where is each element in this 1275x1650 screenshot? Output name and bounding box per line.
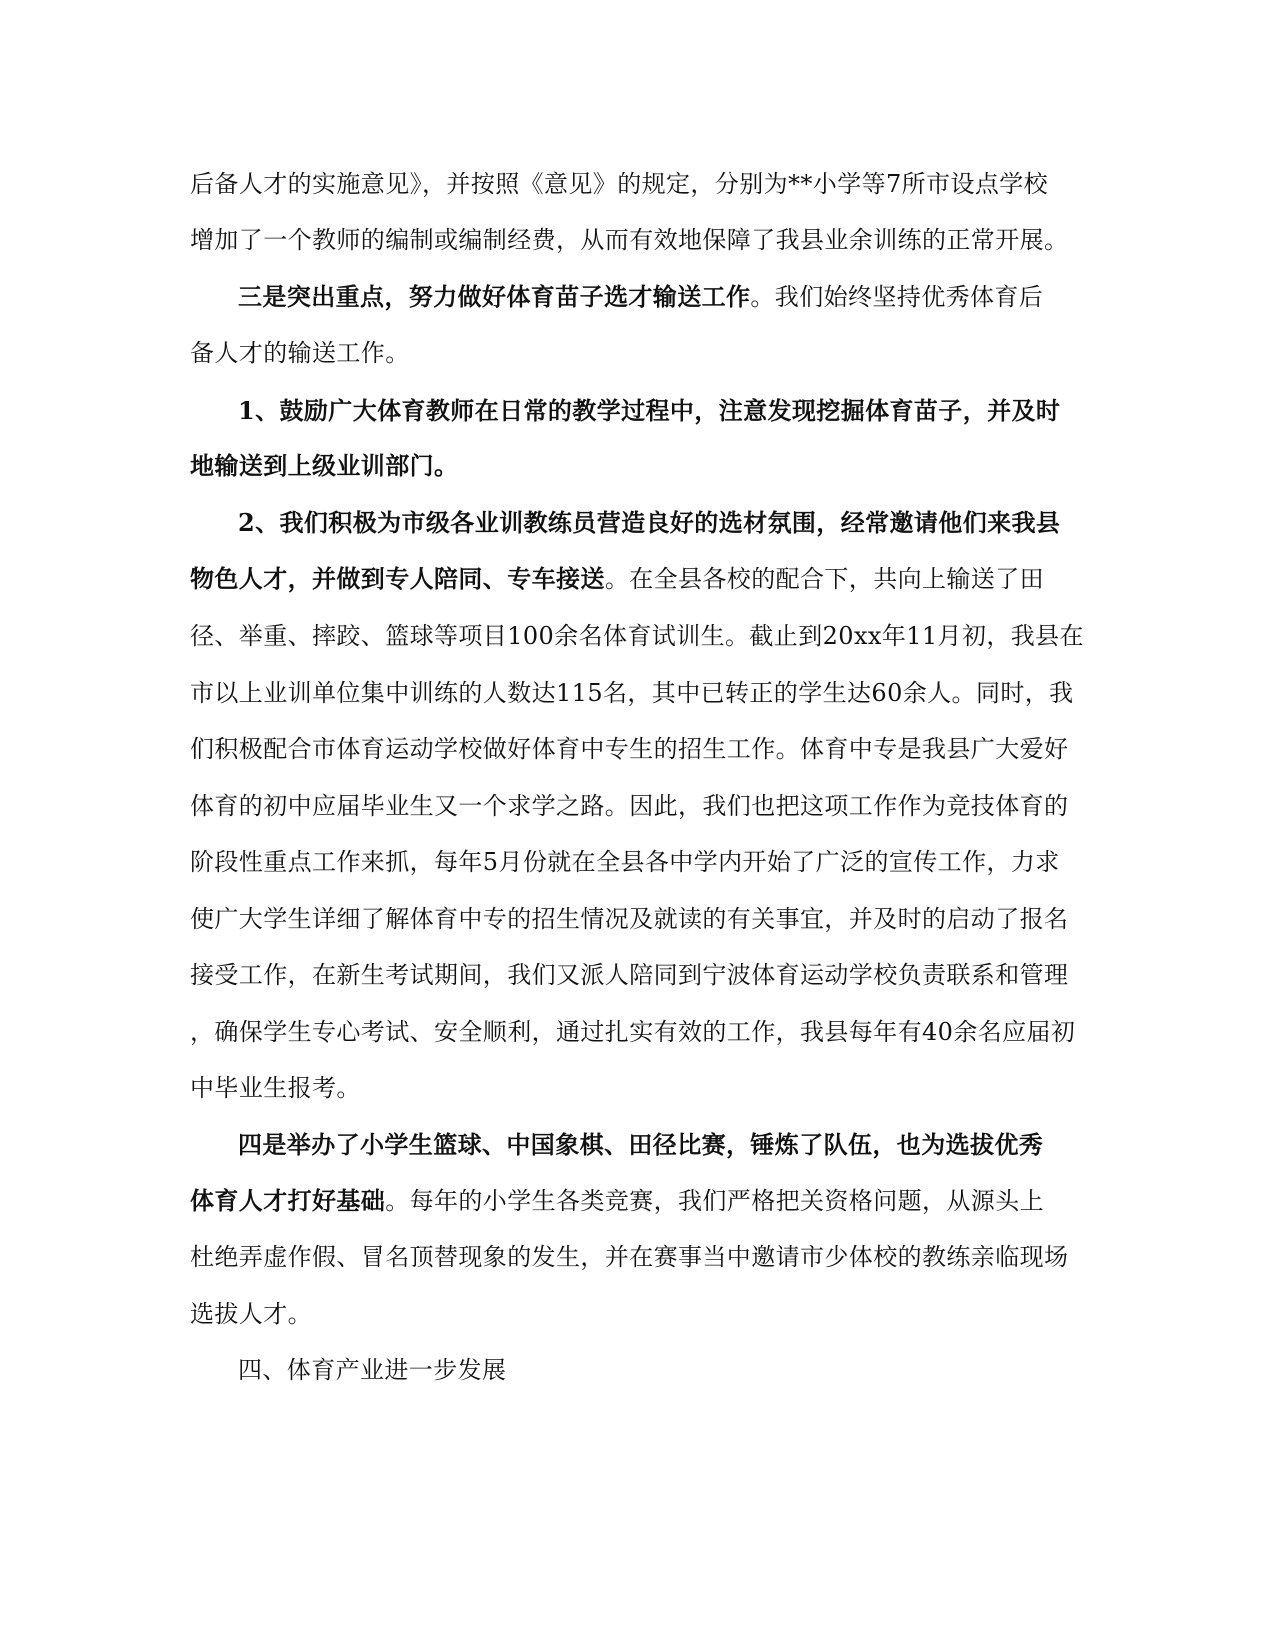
bold-paragraph-line: 地输送到上级业训部门。 [190, 451, 459, 480]
paragraph-line [190, 559, 1044, 599]
bold-heading-text: 体育人才打好基础 [190, 1186, 386, 1215]
paragraph-line: ，确保学生专心考试、安全顺利，通过扎实有效的工作，我县每年有40余名应届初 [190, 1018, 1076, 1046]
paragraph-line: 中毕业生报考。 [190, 1074, 361, 1102]
bold-paragraph-line: 1、鼓励广大体育教师在日常的教学过程中，注意发现挖掘体育苗子，并及时 [238, 396, 1061, 425]
paragraph-line: 杜绝弄虚作假、冒名顶替现象的发生，并在赛事当中邀请市少体校的教练亲临现场 [190, 1243, 1069, 1271]
body-text: 。在全县各校的配合下，共向上输送了田 [604, 565, 1045, 593]
paragraph-line: 接受工作，在新生考试期间，我们又派人陪同到宁波体育运动学校负责联系和管理 [190, 961, 1069, 989]
bold-heading-text: 物色人才，并做到专人陪同、专车接送 [190, 564, 605, 593]
paragraph-line: 备人才的输送工作。 [190, 339, 410, 367]
paragraph-line: 市以上业训单位集中训练的人数达115名，其中已转正的学生达60余人。同时，我 [190, 679, 1074, 707]
body-text: 。每年的小学生各类竞赛，我们严格把关资格问题，从源头上 [385, 1187, 1045, 1215]
bold-paragraph-line: 2、我们积极为市级各业训教练员营造良好的选材氛围，经常邀请他们来我县 [238, 508, 1061, 537]
paragraph-line: 阶段性重点工作来抓，每年5月份就在全县各中学内开始了广泛的宣传工作，力求 [190, 848, 1060, 876]
bold-heading-text: 三是突出重点，努力做好体育苗子选才输送工作 [238, 282, 751, 311]
bold-paragraph-line: 四是举办了小学生篮球、中国象棋、田径比赛，锤炼了队伍，也为选拔优秀 [238, 1130, 1044, 1159]
paragraph-line [190, 1181, 1044, 1221]
paragraph-line: 增加了一个教师的编制或编制经费，从而有效地保障了我县业余训练的正常开展。 [190, 226, 1069, 254]
paragraph-line: 体育的初中应届毕业生又一个求学之路。因此，我们也把这项工作作为竞技体育的 [190, 792, 1069, 820]
paragraph-line: 后备人才的实施意见》，并按照《意见》的规定，分别为**小学等7所市设点学校 [190, 170, 1049, 198]
section-heading: 四、体育产业进一步发展 [238, 1356, 507, 1384]
paragraph-line: 选拔人才。 [190, 1300, 312, 1328]
paragraph-line: 径、举重、摔跤、篮球等项目100余名体育试训生。截止到20xx年11月初，我县在 [190, 622, 1084, 650]
body-text: 。我们始终坚持优秀体育后 [750, 283, 1044, 311]
paragraph-line [238, 277, 1043, 317]
paragraph-line: 们积极配合市体育运动学校做好体育中专生的招生工作。体育中专是我县广大爱好 [190, 735, 1069, 763]
paragraph-line: 使广大学生详细了解体育中专的招生情况及就读的有关事宜，并及时的启动了报名 [190, 905, 1069, 933]
